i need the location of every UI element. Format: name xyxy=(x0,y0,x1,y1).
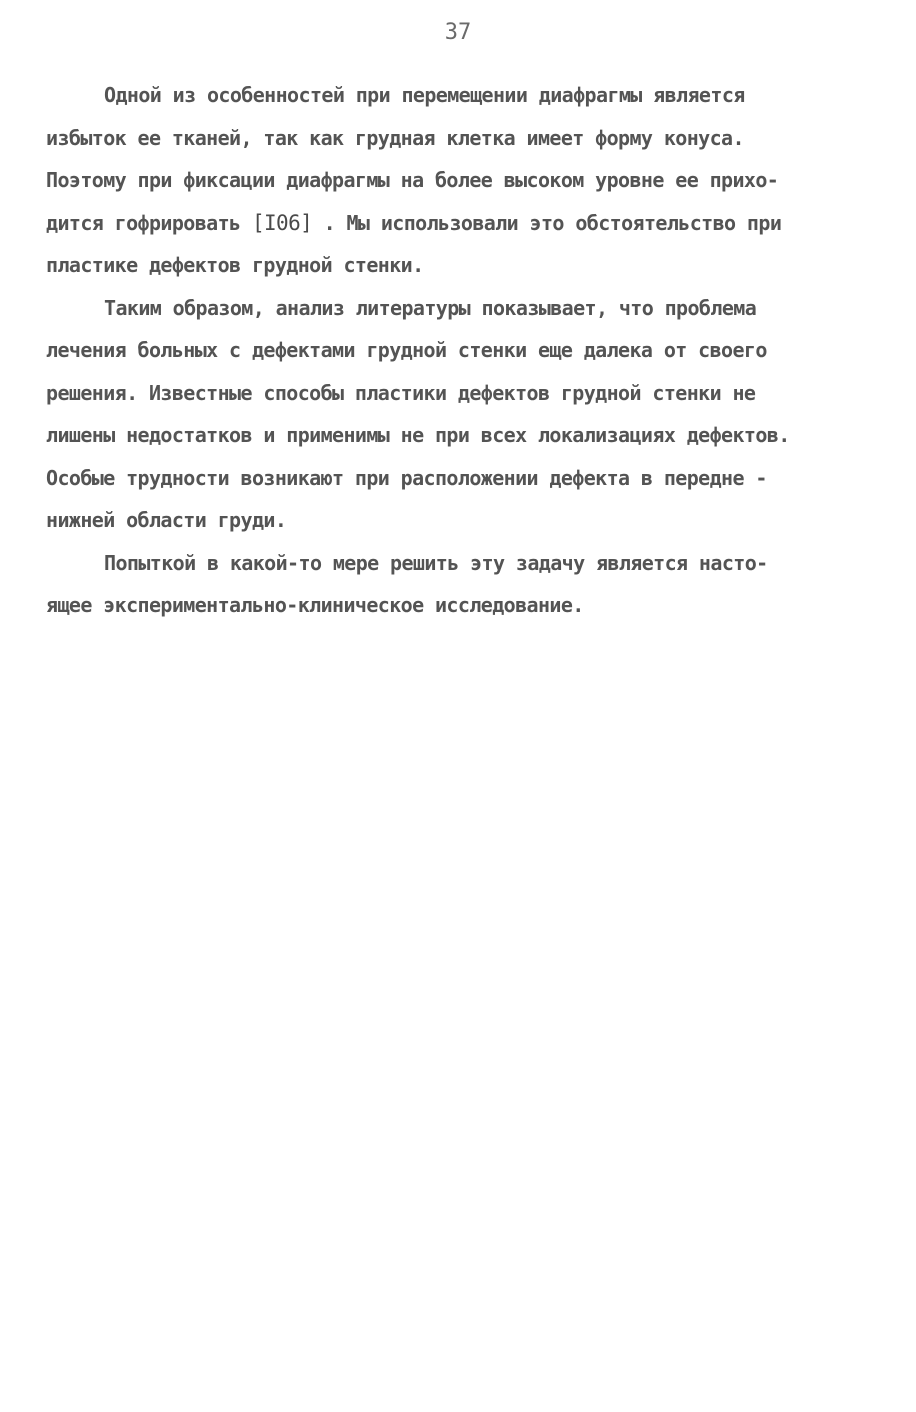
text-line: решения. Известные способы пластики дефектов грудной стенки не xyxy=(46,380,756,405)
text-line: лечения больных с дефектами грудной стенки еще далека от своего xyxy=(46,338,767,362)
text-line: Особые трудности возникают при расположении дефекта в передне - xyxy=(46,465,767,490)
text-line: Одной из особенностей при перемещении диафрагмы является xyxy=(104,83,745,107)
text-fragment: дится гофрировать xyxy=(46,210,241,235)
page-number: 37 xyxy=(444,20,472,45)
text-line: Попыткой в какой-то мере решить эту задачу является насто- xyxy=(104,550,768,575)
text-line: пластике дефектов грудной стенки. xyxy=(46,253,424,277)
text-line xyxy=(46,202,876,245)
text-line: ящее экспериментально-клиническое исследование. xyxy=(46,593,584,617)
text-line: Поэтому при фиксации диафрагмы на более высоком уровне ее прихо- xyxy=(46,168,779,192)
text-line: лишены недостатков и применимы не при всех локализациях дефектов. xyxy=(46,423,790,447)
text-line: нижней области груди. xyxy=(46,508,287,532)
document-body xyxy=(46,74,876,627)
paragraph-3 xyxy=(46,542,876,627)
text-line: Таким образом, анализ литературы показывает, что проблема xyxy=(104,295,757,320)
citation-reference: [I06] xyxy=(251,210,313,235)
paragraph-1 xyxy=(46,74,876,287)
text-line: избыток ее тканей, так как грудная клетка имеет форму конуса. xyxy=(46,125,744,150)
text-fragment: . Мы использовали это обстоятельство при xyxy=(312,210,782,235)
paragraph-2 xyxy=(46,287,876,542)
